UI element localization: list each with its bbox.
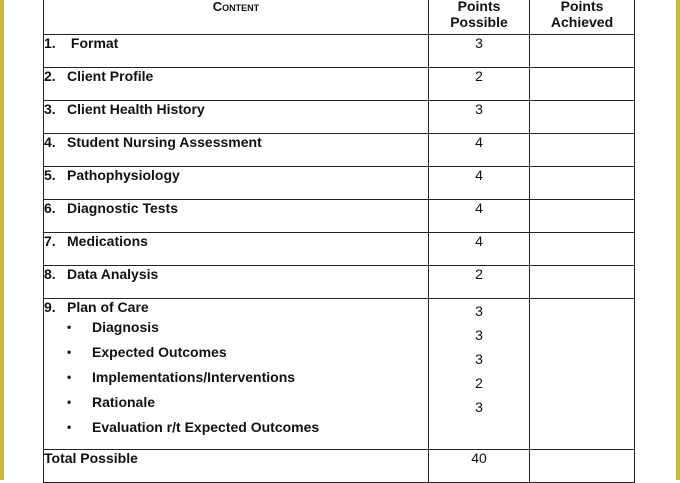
subitem-points: 3: [475, 303, 483, 319]
subitem-points: 2: [475, 375, 483, 391]
plan-of-care-cell: [44, 299, 429, 450]
points-possible-cell: 4: [429, 200, 530, 233]
item-label: Diagnostic Tests: [67, 200, 178, 216]
total-points: 40: [429, 450, 530, 483]
item-number: 1.: [44, 35, 56, 51]
subitem-label: Evaluation r/t Expected Outcomes: [92, 419, 320, 435]
item-cell: [44, 167, 429, 200]
item-number: 6.: [44, 200, 56, 216]
points-possible-cell: 2: [429, 68, 530, 101]
points-achieved-cell[interactable]: [530, 134, 635, 167]
subitem-points: 3: [475, 327, 483, 343]
table-row: [44, 200, 635, 233]
table-row: [44, 233, 635, 266]
item-cell: [44, 266, 429, 299]
list-item: [44, 340, 428, 365]
points-achieved-cell[interactable]: [530, 167, 635, 200]
points-achieved-cell[interactable]: [530, 233, 635, 266]
item-number: 8.: [44, 266, 56, 282]
points-possible-cell: 4: [429, 167, 530, 200]
item-label: Medications: [67, 233, 148, 249]
points-achieved-cell[interactable]: [530, 68, 635, 101]
grading-rubric-table: [43, 0, 635, 483]
left-border-bar: [0, 0, 4, 480]
bullet-icon: •: [67, 395, 72, 409]
subitem-label: Expected Outcomes: [92, 344, 227, 360]
header-row: [44, 0, 635, 35]
subitem-points: 3: [475, 399, 483, 415]
list-item: [44, 415, 428, 440]
item-cell: [44, 35, 429, 68]
table-row: [44, 266, 635, 299]
table-row: [44, 68, 635, 101]
header-points-achieved: Points Achieved: [530, 0, 635, 35]
plan-points-possible-cell: [429, 299, 530, 450]
item-cell: [44, 134, 429, 167]
points-achieved-cell[interactable]: [530, 200, 635, 233]
table-row: [44, 35, 635, 68]
list-item: [44, 315, 428, 340]
points-possible-cell: 3: [429, 101, 530, 134]
bullet-icon: •: [67, 420, 72, 434]
list-item: [44, 390, 428, 415]
total-row: [44, 450, 635, 483]
total-achieved-cell[interactable]: [530, 450, 635, 483]
item-cell: [44, 200, 429, 233]
bullet-icon: •: [67, 345, 72, 359]
bullet-icon: •: [67, 320, 72, 334]
plan-of-care-row: [44, 299, 635, 450]
total-label: Total Possible: [44, 450, 429, 483]
table-row: [44, 167, 635, 200]
item-number: 4.: [44, 134, 56, 150]
subitem-label: Implementations/Interventions: [92, 369, 296, 385]
bullet-icon: •: [67, 370, 72, 384]
item-label: Data Analysis: [67, 266, 159, 282]
plan-of-care-title: [44, 299, 428, 315]
item-label: Plan of Care: [67, 299, 149, 315]
item-label: Format: [70, 35, 119, 51]
list-item: [44, 365, 428, 390]
points-achieved-cell[interactable]: [530, 35, 635, 68]
points-possible-cell: 2: [429, 266, 530, 299]
header-points-possible: Points Possible: [429, 0, 530, 35]
header-content: [44, 0, 429, 35]
subitem-points: 3: [475, 351, 483, 367]
item-number: 3.: [44, 101, 56, 117]
item-cell: [44, 233, 429, 266]
points-possible-cell: 4: [429, 134, 530, 167]
subitem-label: Diagnosis: [92, 319, 159, 335]
points-possible-cell: 3: [429, 35, 530, 68]
table-row: [44, 134, 635, 167]
item-number: 5.: [44, 167, 56, 183]
points-achieved-cell[interactable]: [530, 101, 635, 134]
item-number: 2.: [44, 68, 56, 84]
plan-subitem-list: [44, 315, 428, 440]
points-achieved-cell[interactable]: [530, 299, 635, 450]
points-possible-cell: 4: [429, 233, 530, 266]
item-label: Client Health History: [67, 101, 205, 117]
header-content-label: Content: [212, 0, 260, 14]
item-label: Student Nursing Assessment: [67, 134, 262, 150]
item-cell: [44, 68, 429, 101]
table-row: [44, 101, 635, 134]
item-cell: [44, 101, 429, 134]
right-border-bar: [676, 0, 680, 480]
item-number: 9.: [44, 299, 56, 315]
item-number: 7.: [44, 233, 56, 249]
item-label: Pathophysiology: [67, 167, 180, 183]
points-achieved-cell[interactable]: [530, 266, 635, 299]
subitem-label: Rationale: [92, 394, 156, 410]
item-label: Client Profile: [67, 68, 154, 84]
